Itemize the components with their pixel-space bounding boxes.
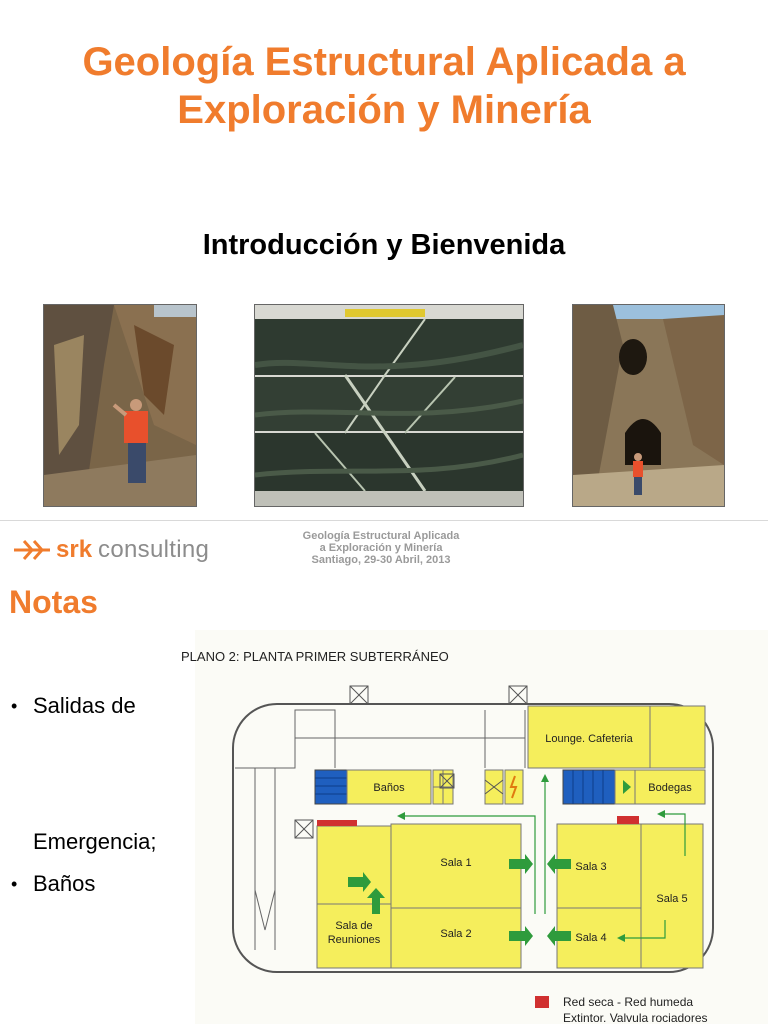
note-item-banos: Baños — [33, 871, 96, 896]
logo-word-text: consulting — [98, 536, 210, 563]
bullet-icon: • — [11, 696, 18, 716]
footer-caption-line-3: Santiago, 29-30 Abril, 2013 — [311, 554, 451, 566]
bullet-icon: • — [11, 874, 18, 894]
floor-plan-title: PLANO 2: PLANTA PRIMER SUBTERRÁNEO — [181, 649, 449, 664]
room-label-sala1: Sala 1 — [440, 857, 472, 869]
room-label-sala2: Sala 2 — [440, 928, 472, 940]
note-item-salidas: Salidas de — [33, 693, 136, 718]
photo-rock-outcrop — [43, 304, 197, 507]
photo-mine-entrance — [572, 304, 725, 507]
slide-title-line-2: Exploración y Minería — [177, 88, 591, 132]
footer-caption-line-2: a Exploración y Minería — [319, 542, 443, 554]
logo-brand-text: srk — [56, 536, 93, 563]
footer-caption-line-1: Geología Estructural Aplicada — [302, 530, 460, 542]
slide-subtitle: Introducción y Bienvenida — [202, 229, 566, 261]
room-label-banos: Baños — [373, 782, 405, 794]
srk-logo-icon — [14, 539, 50, 561]
footer-divider — [0, 520, 768, 521]
room-label-sala5: Sala 5 — [656, 893, 688, 905]
slide-title-line-1: Geología Estructural Aplicada a — [82, 40, 686, 84]
room-label-sala4: Sala 4 — [575, 932, 607, 944]
floor-plan — [195, 630, 768, 1029]
room-label-bodegas: Bodegas — [648, 782, 692, 794]
room-label-sala3: Sala 3 — [575, 861, 607, 873]
srk-logo — [14, 536, 209, 564]
note-item-emergencia: Emergencia; — [33, 829, 157, 854]
slide-title — [0, 38, 768, 134]
photo-drill-core — [254, 304, 524, 507]
legend-marker — [535, 996, 549, 1008]
footer-caption — [262, 530, 500, 566]
room-label-reuniones-line-1: Sala de — [335, 920, 373, 932]
room-label-reuniones-line-2: Reuniones — [327, 934, 381, 946]
legend-item-extinguisher: Extintor. Valvula rociadores — [563, 1011, 708, 1024]
notes-title: Notas — [9, 584, 98, 620]
legend-item-red-network: Red seca - Red humeda — [563, 995, 694, 1009]
room-label-lounge: Lounge. Cafeteria — [545, 733, 633, 745]
